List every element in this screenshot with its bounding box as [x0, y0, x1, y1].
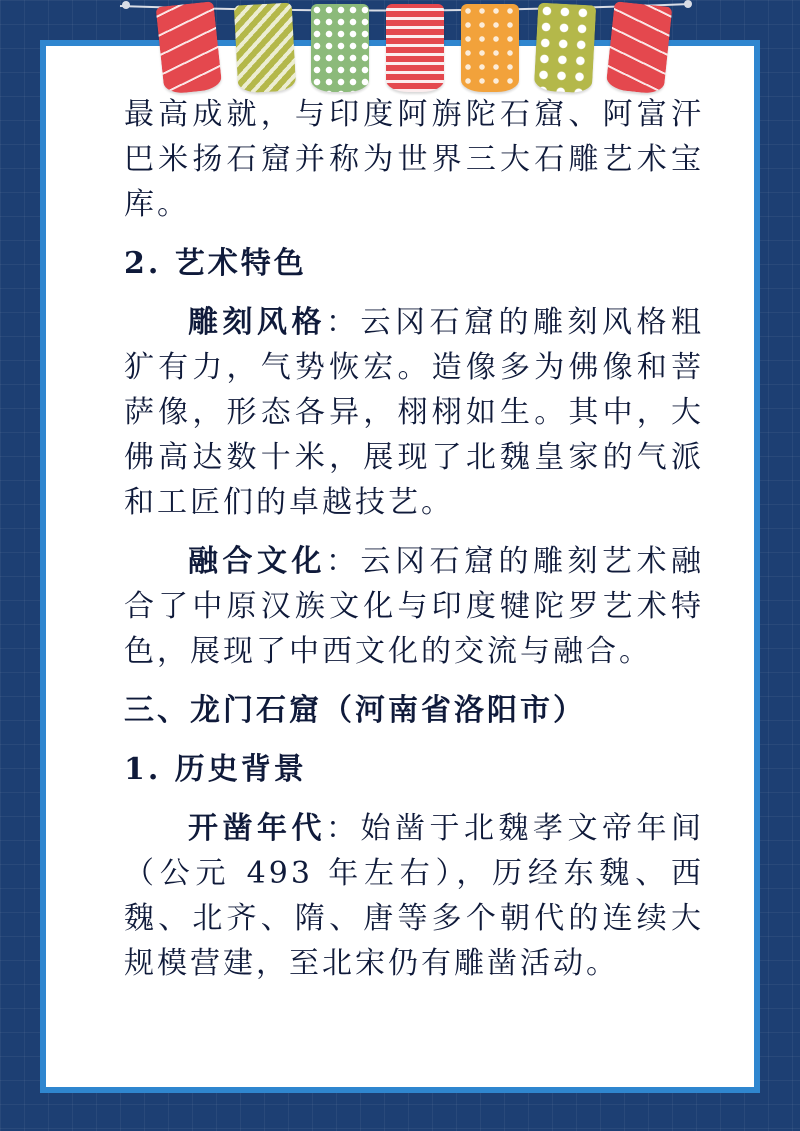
era-paragraph: [124, 806, 704, 986]
era-term: 开凿年代: [188, 811, 326, 846]
bunting-flag: [606, 1, 673, 95]
bunting-flag: [234, 3, 297, 94]
section-heading-history: 1. 历史背景: [124, 752, 307, 787]
bunting-flag: [386, 4, 444, 92]
bunting-flag: [461, 4, 519, 92]
section-heading-art: 2. 艺术特色: [124, 246, 307, 281]
culture-paragraph: [124, 539, 704, 674]
carving-term: 雕刻风格: [188, 305, 326, 340]
carving-text: ：云冈石窟的雕刻风格粗犷有力，气势恢宏。造像多为佛像和菩萨像，形态各异，栩栩如生。其中，大佛高达数十米，展现了北魏皇家的气派和工匠们的卓越技艺。: [124, 305, 704, 520]
carving-paragraph: [124, 300, 704, 525]
bunting-flag: [534, 3, 597, 94]
document-body: [124, 92, 704, 986]
bunting-flag: [156, 1, 223, 95]
bunting-decoration: [0, 0, 800, 60]
intro-paragraph: 最高成就，与印度阿旃陀石窟、阿富汗巴米扬石窟并称为世界三大石雕艺术宝库。: [124, 97, 704, 222]
culture-term: 融合文化: [188, 544, 326, 579]
culture-text: ：云冈石窟的雕刻艺术融合了中原汉族文化与印度犍陀罗艺术特色，展现了中西文化的交流与融合。: [124, 544, 704, 669]
section-heading-longmen: 三、龙门石窟（河南省洛阳市）: [124, 693, 586, 728]
era-text: ：始凿于北魏孝文帝年间（公元 493 年左右），历经东魏、西魏、北齐、隋、唐等多个朝代的连续大规模营建，至北宋仍有雕凿活动。: [124, 811, 704, 981]
bunting-flag: [311, 4, 369, 92]
